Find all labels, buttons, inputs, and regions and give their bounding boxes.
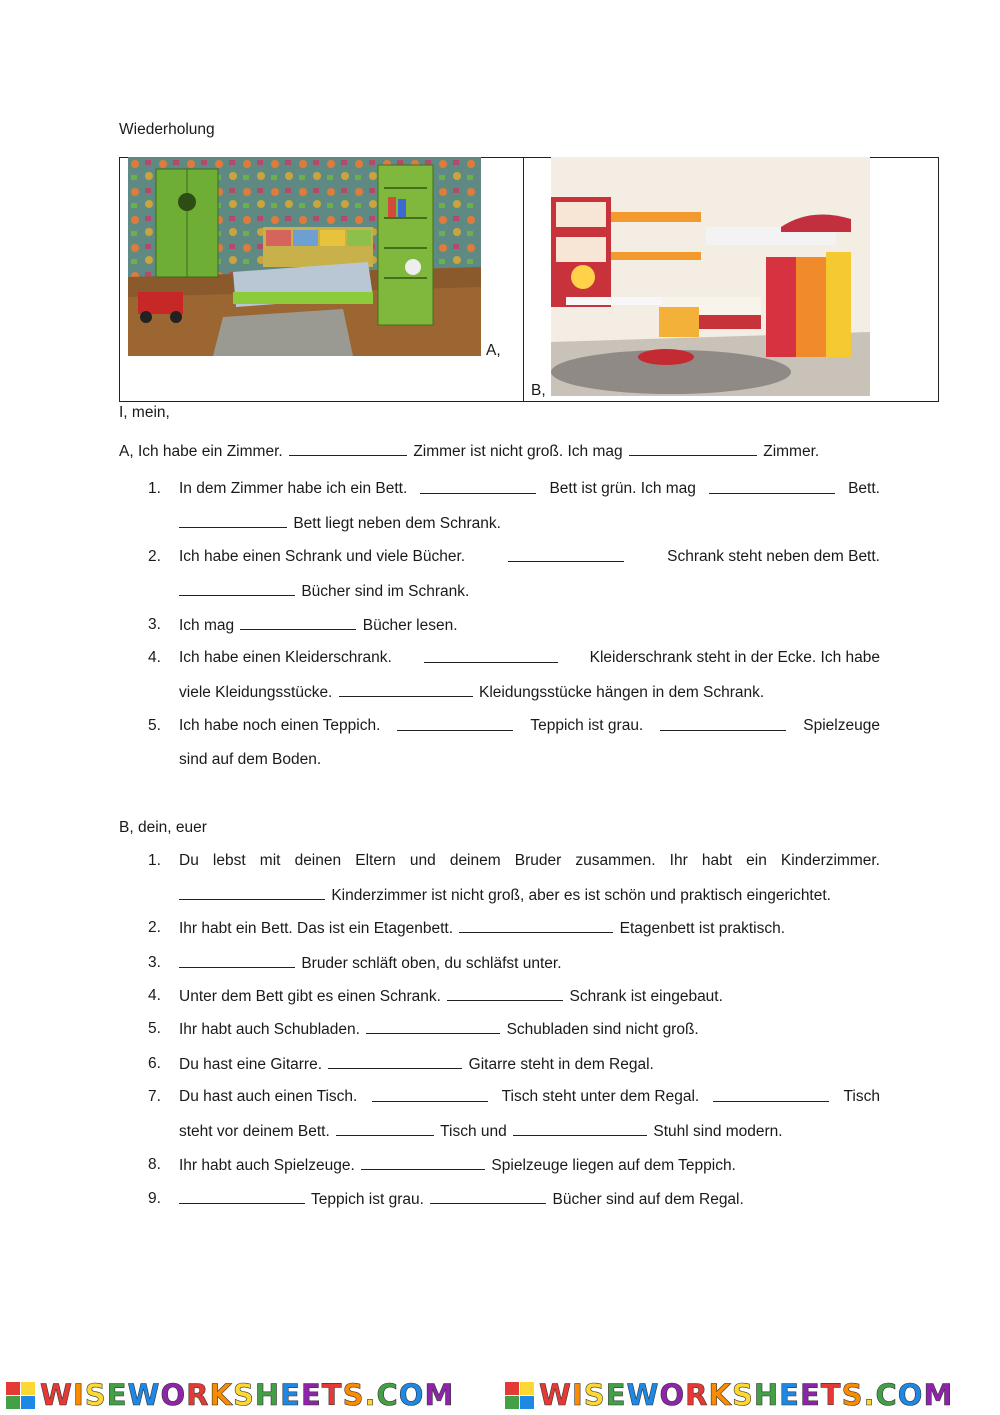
item-text: Ihr habt ein Bett. Das ist ein Etagenbett. xyxy=(179,920,453,937)
item-text: Kleiderschrank steht in der Ecke. Ich habe xyxy=(589,649,880,666)
answer-blank[interactable] xyxy=(629,441,757,456)
image-a-label: A, xyxy=(486,342,501,359)
section-a-intro xyxy=(119,441,819,462)
item-text: Teppich ist grau. xyxy=(530,717,644,734)
list-item-line xyxy=(179,953,562,974)
answer-blank[interactable] xyxy=(179,581,295,596)
list-number: 1. xyxy=(148,480,161,497)
list-number: 9. xyxy=(148,1190,161,1207)
list-number: 6. xyxy=(148,1055,161,1072)
section-b-header: B, dein, euer xyxy=(119,819,207,836)
item-text: Bett. xyxy=(848,480,880,497)
item-text: Bücher sind im Schrank. xyxy=(301,583,470,600)
section-a-header: I, mein, xyxy=(119,404,170,421)
answer-blank[interactable] xyxy=(397,716,513,731)
item-text: Spielzeuge liegen auf dem Teppich. xyxy=(491,1157,736,1174)
item-text: Ich habe einen Schrank und viele Bücher. xyxy=(179,548,466,565)
list-item-line xyxy=(179,750,321,770)
item-text: Kleidungsstücke hängen in dem Schrank. xyxy=(479,684,765,701)
list-number: 2. xyxy=(148,548,161,565)
answer-blank[interactable] xyxy=(336,1121,434,1136)
page-title: Wiederholung xyxy=(119,121,215,138)
list-number: 4. xyxy=(148,987,161,1004)
intro-part: Zimmer ist nicht groß. Ich mag xyxy=(413,443,623,460)
item-text: Ihr habt auch Schubladen. xyxy=(179,1021,360,1038)
answer-blank[interactable] xyxy=(240,615,356,630)
list-number: 4. xyxy=(148,649,161,666)
room-image-a xyxy=(128,157,481,356)
item-text: Du hast eine Gitarre. xyxy=(179,1056,323,1073)
list-item-line xyxy=(179,648,880,668)
list-number: 3. xyxy=(148,616,161,633)
answer-blank[interactable] xyxy=(179,885,325,900)
item-text: Teppich ist grau. xyxy=(311,1191,424,1208)
item-text: Tisch steht unter dem Regal. xyxy=(501,1088,700,1105)
item-text: Kinderzimmer ist nicht groß, aber es ist schön und praktisch eingerichtet. xyxy=(331,887,831,904)
intro-part: Zimmer. xyxy=(763,443,820,460)
answer-blank[interactable] xyxy=(289,441,407,456)
answer-blank[interactable] xyxy=(420,479,536,494)
list-item-line xyxy=(179,1189,744,1210)
brand-wordmark: WISEWORKSHEETS.COM xyxy=(539,1378,954,1412)
table-divider xyxy=(523,157,524,402)
item-text: In dem Zimmer habe ich ein Bett. xyxy=(179,480,408,497)
brand-logo-icon xyxy=(6,1382,36,1415)
list-number: 2. xyxy=(148,919,161,936)
item-text: Stuhl sind modern. xyxy=(653,1123,783,1140)
item-text: Spielzeuge xyxy=(803,717,880,734)
list-item-line xyxy=(179,581,469,602)
answer-blank[interactable] xyxy=(328,1054,462,1069)
list-item-line xyxy=(179,513,501,534)
item-text: Bruder schläft oben, du schläfst unter. xyxy=(301,955,562,972)
list-item-line xyxy=(179,1019,699,1040)
room-image-b xyxy=(551,157,870,396)
list-number: 1. xyxy=(148,852,161,869)
item-text: Tisch xyxy=(843,1088,880,1105)
list-number: 5. xyxy=(148,1020,161,1037)
item-text: Bett ist grün. Ich mag xyxy=(549,480,696,497)
item-text: Tisch und xyxy=(440,1123,507,1140)
list-item-line xyxy=(179,1054,654,1075)
item-text: Etagenbett ist praktisch. xyxy=(619,920,786,937)
list-number: 3. xyxy=(148,954,161,971)
brand-logo-icon xyxy=(505,1382,535,1415)
answer-blank[interactable] xyxy=(179,513,287,528)
item-text: Ich mag xyxy=(179,617,235,634)
item-text: Schrank ist eingebaut. xyxy=(569,988,723,1005)
list-number: 7. xyxy=(148,1088,161,1105)
item-text: Ich habe einen Kleiderschrank. xyxy=(179,649,392,666)
answer-blank[interactable] xyxy=(459,918,613,933)
item-text: viele Kleidungsstücke. xyxy=(179,684,333,701)
answer-blank[interactable] xyxy=(372,1087,488,1102)
image-b-label: B, xyxy=(531,382,546,399)
answer-blank[interactable] xyxy=(508,547,624,562)
answer-blank[interactable] xyxy=(366,1019,500,1034)
list-item-line xyxy=(179,1087,880,1107)
answer-blank[interactable] xyxy=(339,682,473,697)
item-text: Bett liegt neben dem Schrank. xyxy=(293,515,501,532)
list-item-line xyxy=(179,479,880,499)
item-text: Du hast auch einen Tisch. xyxy=(179,1088,358,1105)
list-item-line: Du lebst mit deinen Eltern und deinem Bruder zusammen. Ihr habt ein Kinderzimmer. xyxy=(179,852,880,869)
list-item-line xyxy=(179,918,785,939)
intro-part: A, Ich habe ein Zimmer. xyxy=(119,443,283,460)
answer-blank[interactable] xyxy=(361,1155,485,1170)
answer-blank[interactable] xyxy=(713,1087,829,1102)
list-item-line xyxy=(179,547,880,567)
answer-blank[interactable] xyxy=(660,716,786,731)
answer-blank[interactable] xyxy=(179,1189,305,1204)
item-text: Ich habe noch einen Teppich. xyxy=(179,717,381,734)
item-text: Gitarre steht in dem Regal. xyxy=(468,1056,654,1073)
list-item-line xyxy=(179,1155,736,1176)
item-text: sind auf dem Boden. xyxy=(179,751,322,768)
answer-blank[interactable] xyxy=(430,1189,546,1204)
list-item-line xyxy=(179,986,723,1007)
brand-wordmark: WISEWORKSHEETS.COM xyxy=(40,1378,455,1412)
item-text: Bücher sind auf dem Regal. xyxy=(552,1191,744,1208)
answer-blank[interactable] xyxy=(424,648,558,663)
answer-blank[interactable] xyxy=(447,986,563,1001)
list-number: 5. xyxy=(148,717,161,734)
item-text: Bücher lesen. xyxy=(362,617,458,634)
item-text: Schrank steht neben dem Bett. xyxy=(667,548,880,565)
answer-blank[interactable] xyxy=(179,953,295,968)
answer-blank[interactable] xyxy=(513,1121,647,1136)
list-item-line xyxy=(179,615,458,636)
item-text: steht vor deinem Bett. xyxy=(179,1123,330,1140)
list-number: 8. xyxy=(148,1156,161,1173)
footer-watermark xyxy=(0,1378,1000,1413)
item-text: Ihr habt auch Spielzeuge. xyxy=(179,1157,355,1174)
answer-blank[interactable] xyxy=(709,479,835,494)
item-text: Unter dem Bett gibt es einen Schrank. xyxy=(179,988,441,1005)
list-item-line xyxy=(179,1121,783,1142)
list-item-line xyxy=(179,716,880,736)
list-item-line xyxy=(179,682,764,703)
list-item-line xyxy=(179,885,831,906)
item-text: Schubladen sind nicht groß. xyxy=(506,1021,699,1038)
